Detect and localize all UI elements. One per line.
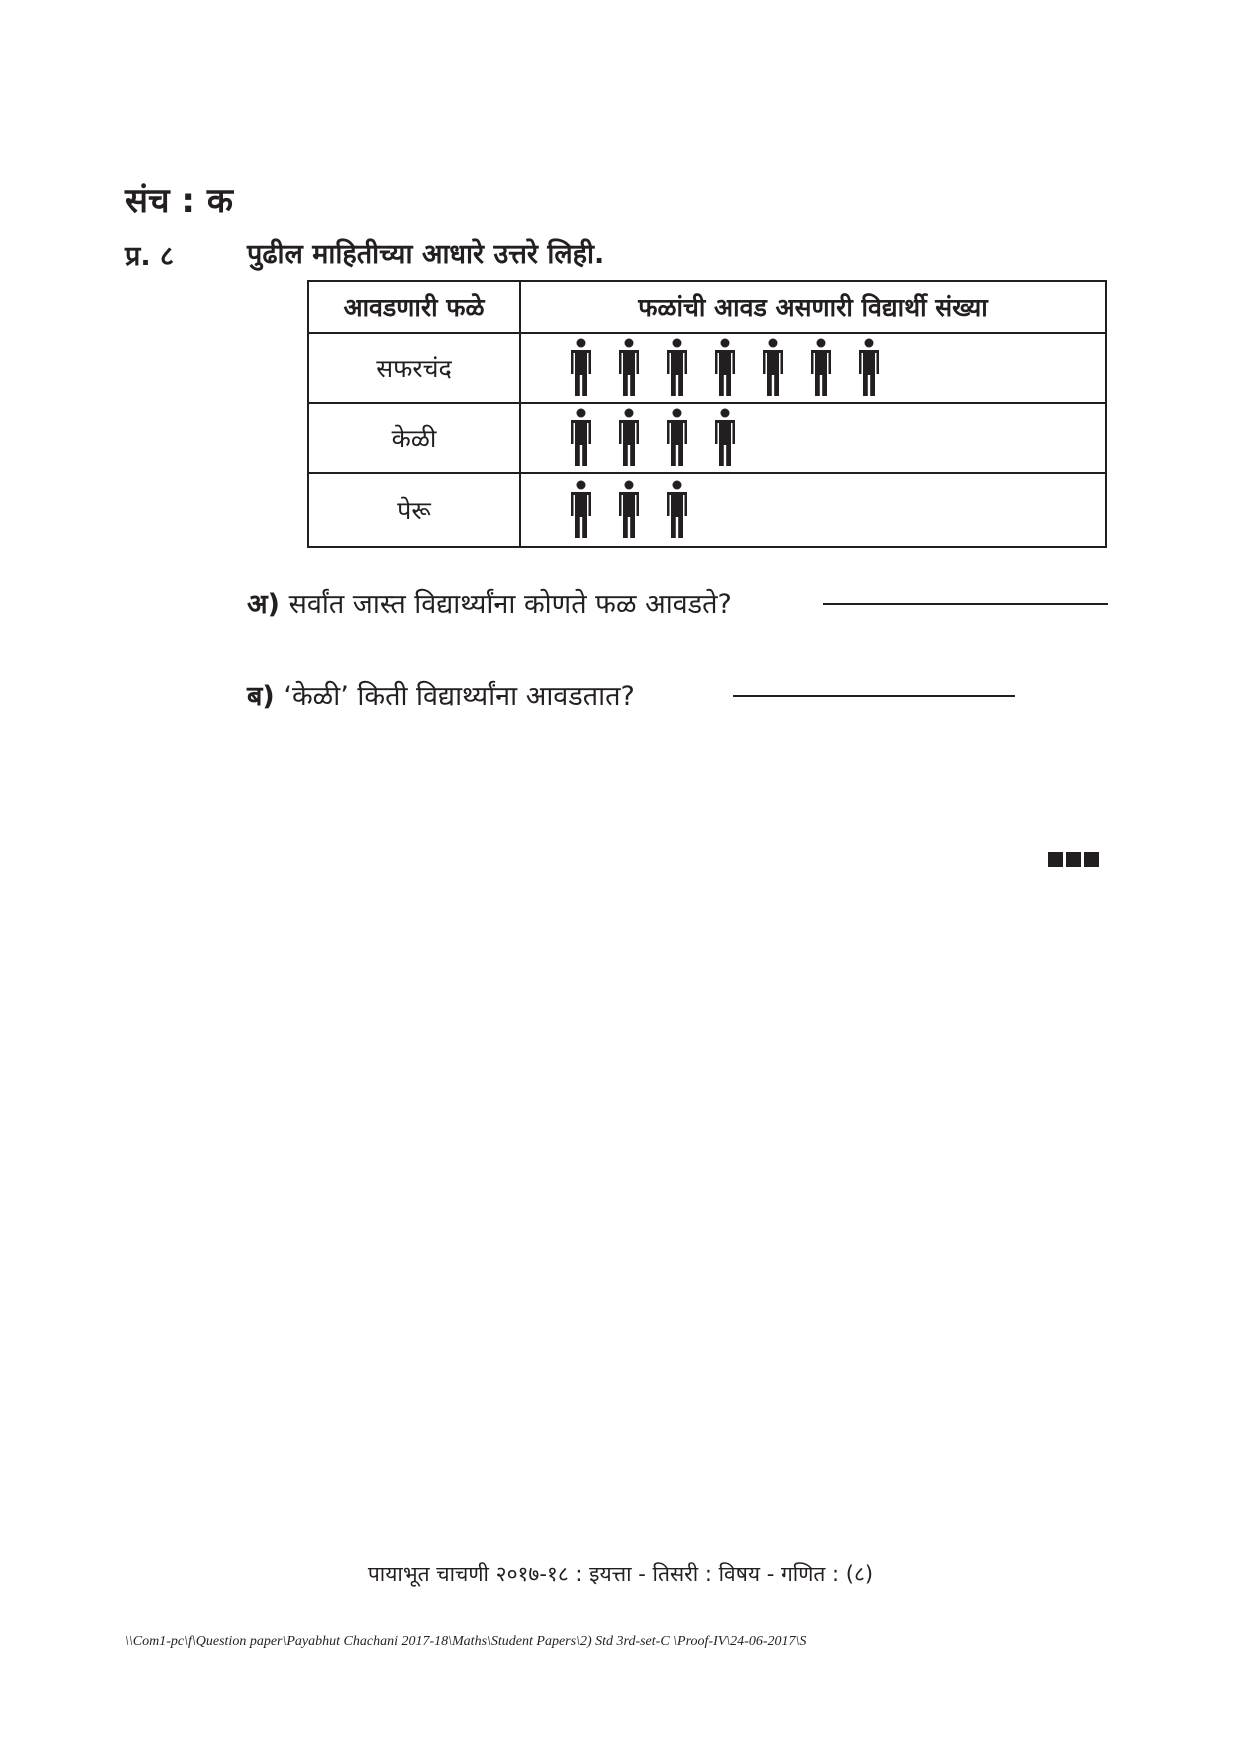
subquestion-label: ब) [247,681,275,712]
person-icon [665,480,689,540]
subquestion-text: ‘केळी’ किती विद्यार्थ्यांना आवडतात? [283,681,635,712]
subquestion-a [247,584,732,621]
person-icon [569,480,593,540]
person-icon [569,338,593,398]
subquestion-b [247,676,635,713]
pictograph-cell [520,473,1106,547]
person-icon [665,408,689,468]
pictograph-cell [520,333,1106,403]
person-icon [569,408,593,468]
header-student-count: फळांची आवड असणारी विद्यार्थी संख्या [520,281,1106,333]
table-row [308,473,1106,547]
page-footer: पायाभूत चाचणी २०१७-१८ : इयत्ता - तिसरी : विषय - गणित : (८) [367,1562,874,1586]
subquestion-text: सर्वांत जास्त विद्यार्थ्यांना कोणते फळ आवडते? [288,589,732,620]
person-icon [713,408,737,468]
answer-line-a[interactable] [823,603,1108,605]
fruit-name: पेरू [308,473,520,547]
end-mark-square [1066,852,1081,867]
person-icon [761,338,785,398]
person-icon [713,338,737,398]
header-fruits: आवडणारी फळे [308,281,520,333]
person-icon [617,338,641,398]
file-path: \\Com1-pc\f\Question paper\Payabhut Chachani 2017-18\Maths\Student Papers\2) Std 3rd-set-C \Proof-IV\24-06-2017\S [125,1634,807,1649]
fruit-name: सफरचंद [308,333,520,403]
set-heading: संच : क [125,181,233,221]
person-icon [809,338,833,398]
person-icon [665,338,689,398]
question-instruction: पुढील माहितीच्या आधारे उत्तरे लिही. [247,239,605,270]
subquestion-label: अ) [247,589,280,620]
pictograph-table [307,280,1107,548]
question-number: प्र. ८ [125,241,175,272]
pictograph-cell [520,403,1106,473]
fruit-name: केळी [308,403,520,473]
person-icon [617,408,641,468]
person-icon [857,338,881,398]
table-row [308,333,1106,403]
table-row [308,403,1106,473]
answer-line-b[interactable] [733,695,1015,697]
table-header-row [308,281,1106,333]
person-icon [617,480,641,540]
end-mark-square [1048,852,1063,867]
end-mark-square [1084,852,1099,867]
end-marks [1048,852,1102,871]
